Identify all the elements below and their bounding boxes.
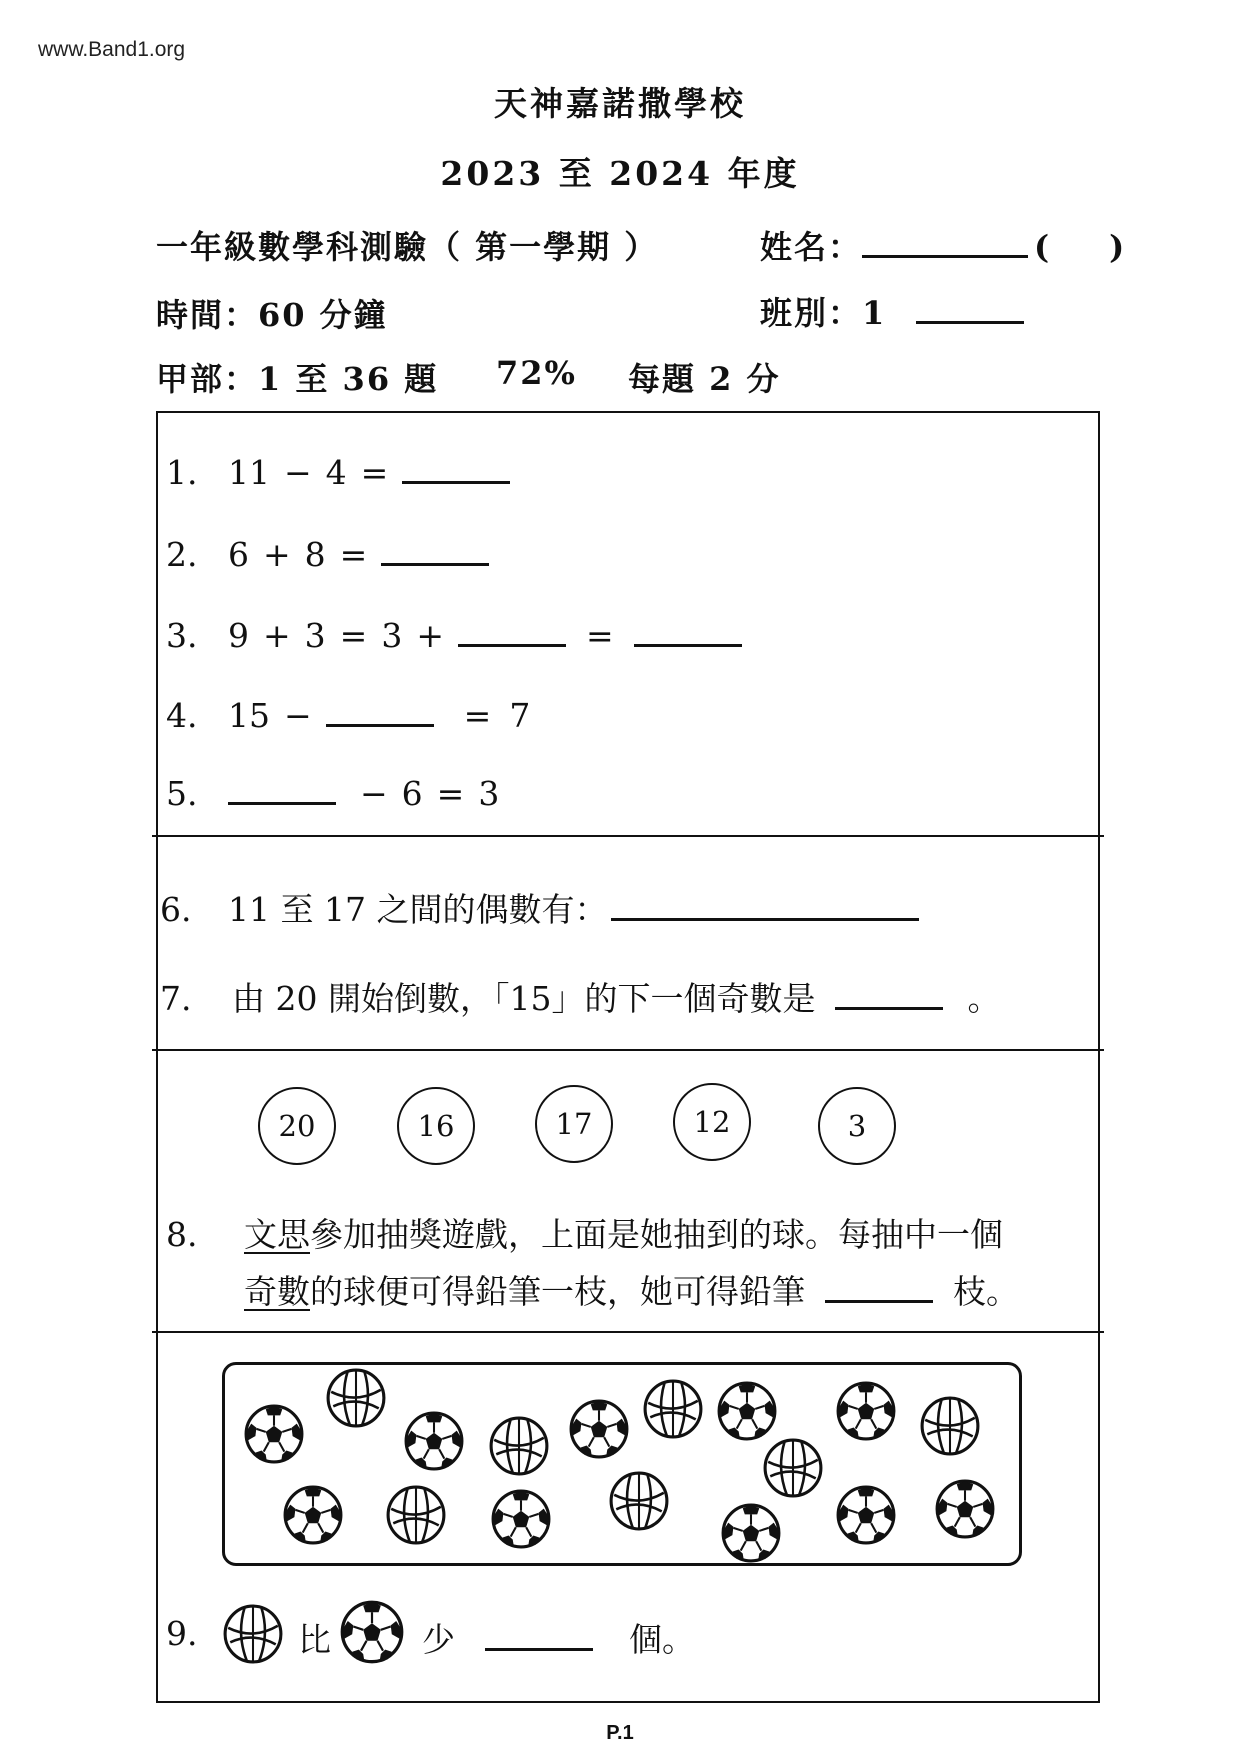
question-9: [166, 1614, 228, 1653]
operand: 7: [509, 696, 531, 735]
soccer-ball-icon: [720, 1502, 782, 1564]
circle-value: 16: [417, 1109, 455, 1143]
exam-time: 時間：60 分鐘: [156, 296, 388, 334]
question-unit: 枝。: [953, 1272, 1019, 1311]
question-number: 9.: [166, 1614, 198, 1653]
marks-per-question: 每題 2 分: [628, 360, 781, 398]
basketball-icon: [919, 1395, 981, 1457]
class-field[interactable]: [760, 288, 1024, 334]
basketball-icon: [608, 1470, 670, 1532]
equals: =: [463, 696, 492, 735]
equals: =: [339, 616, 368, 655]
question-text: ，她可得鉛筆: [607, 1272, 805, 1311]
number-circle: [258, 1087, 336, 1165]
basketball-icon: [325, 1367, 387, 1429]
question-1: [166, 453, 510, 492]
question-text: 的球便可得鉛筆一枝: [310, 1272, 607, 1311]
divider-1: [152, 835, 1104, 837]
question-5: [166, 774, 499, 813]
question-number: 3.: [166, 616, 198, 655]
question-number: 6.: [160, 890, 192, 929]
basketball-icon: [488, 1415, 550, 1477]
basketball-icon: [385, 1484, 447, 1546]
question-text: 參加抽獎遊戲，上面是她抽到的球。每抽中一個: [310, 1215, 1003, 1254]
school-year: 2023 至 2024 年度: [440, 154, 800, 193]
soccer-ball-icon: [339, 1599, 405, 1665]
question-3: [166, 616, 742, 655]
answer-blank[interactable]: [458, 616, 566, 647]
section-label: 甲部：1 至 36 題: [156, 360, 439, 398]
operator: −: [360, 774, 388, 813]
operator: +: [263, 535, 291, 574]
person-name: 文思: [244, 1215, 310, 1254]
question-6: [160, 884, 919, 931]
question-unit: 個。: [629, 1620, 695, 1659]
circle-value: 20: [278, 1109, 316, 1143]
operator: +: [416, 616, 444, 655]
question-8: [166, 1209, 1003, 1256]
operand: 3: [381, 616, 403, 655]
exam-title: 一年級數學科測驗（ 第一學期 ）: [156, 228, 659, 266]
name-label: 姓名：: [760, 228, 863, 266]
operand: 11: [228, 453, 270, 492]
question-8-line-2: [244, 1266, 1019, 1313]
divider-2: [152, 1049, 1104, 1051]
number-circle: [818, 1087, 896, 1165]
page-number: P.1: [606, 1722, 634, 1744]
operand: 15: [228, 696, 270, 735]
operand: 9: [228, 616, 249, 655]
question-4: [166, 696, 530, 735]
answer-blank[interactable]: [485, 1620, 593, 1651]
answer-blank[interactable]: [381, 535, 489, 566]
question-number: 7.: [160, 979, 192, 1018]
equals: =: [360, 453, 389, 492]
class-blank[interactable]: [916, 293, 1024, 324]
number-circle: [397, 1087, 475, 1165]
class-number-paren-close: ): [1109, 228, 1127, 266]
compare-word-bi: 比: [298, 1620, 331, 1659]
question-9-tail: [422, 1614, 695, 1661]
operand: 4: [325, 453, 347, 492]
question-number: 1.: [166, 453, 198, 492]
soccer-ball-icon: [243, 1403, 305, 1465]
class-label: 班別：1: [760, 294, 887, 332]
question-number: 4.: [166, 696, 198, 735]
question-number: 5.: [166, 774, 198, 813]
answer-blank[interactable]: [825, 1272, 933, 1303]
question-number: 8.: [166, 1215, 198, 1254]
basketball-icon: [642, 1378, 704, 1440]
soccer-ball-icon: [568, 1398, 630, 1460]
answer-blank[interactable]: [835, 979, 943, 1010]
equals: =: [339, 535, 368, 574]
soccer-ball-icon: [835, 1484, 897, 1546]
basketball-icon: [222, 1603, 284, 1665]
equals: =: [436, 774, 465, 813]
section-percent: 72%: [496, 354, 577, 392]
question-end: 。: [967, 979, 1001, 1018]
operator: −: [284, 453, 312, 492]
operand: 3: [478, 774, 500, 813]
number-circle: [535, 1085, 613, 1163]
soccer-ball-icon: [490, 1488, 552, 1550]
question-7: [160, 973, 1000, 1020]
operator: +: [263, 616, 291, 655]
operand: 3: [304, 616, 326, 655]
answer-blank[interactable]: [634, 616, 742, 647]
question-number: 2.: [166, 535, 198, 574]
soccer-ball-icon: [403, 1410, 465, 1472]
class-number-paren-open: (: [1034, 228, 1052, 266]
question-text: 由 20 開始倒數，「15」的下一個奇數是: [232, 979, 816, 1018]
school-name: 天神嘉諾撒學校: [494, 84, 746, 123]
divider-3: [152, 1331, 1104, 1333]
soccer-ball-icon: [835, 1380, 897, 1442]
equals: =: [585, 616, 614, 655]
circle-value: 3: [847, 1109, 867, 1143]
name-blank[interactable]: [862, 227, 1028, 258]
soccer-ball-icon: [716, 1380, 778, 1442]
soccer-ball-icon: [282, 1484, 344, 1546]
operand: 6: [228, 535, 249, 574]
answer-blank[interactable]: [228, 774, 336, 805]
name-field[interactable]: [760, 222, 1126, 268]
basketball-icon: [762, 1437, 824, 1499]
answer-blank[interactable]: [611, 890, 919, 921]
operand: 8: [304, 535, 326, 574]
circle-value: 17: [555, 1107, 593, 1141]
compare-word-shao: 少: [422, 1620, 455, 1659]
question-2: [166, 535, 489, 574]
question-text: 11 至 17 之間的偶數有：: [228, 890, 608, 929]
number-circle: [673, 1083, 751, 1161]
operand: 6: [401, 774, 423, 813]
operator: −: [284, 696, 312, 735]
answer-blank[interactable]: [402, 453, 510, 484]
answer-blank[interactable]: [326, 696, 434, 727]
odd-keyword: 奇數: [244, 1272, 310, 1311]
source-watermark: www.Band1.org: [38, 38, 186, 61]
circle-value: 12: [693, 1105, 731, 1139]
soccer-ball-icon: [934, 1478, 996, 1540]
